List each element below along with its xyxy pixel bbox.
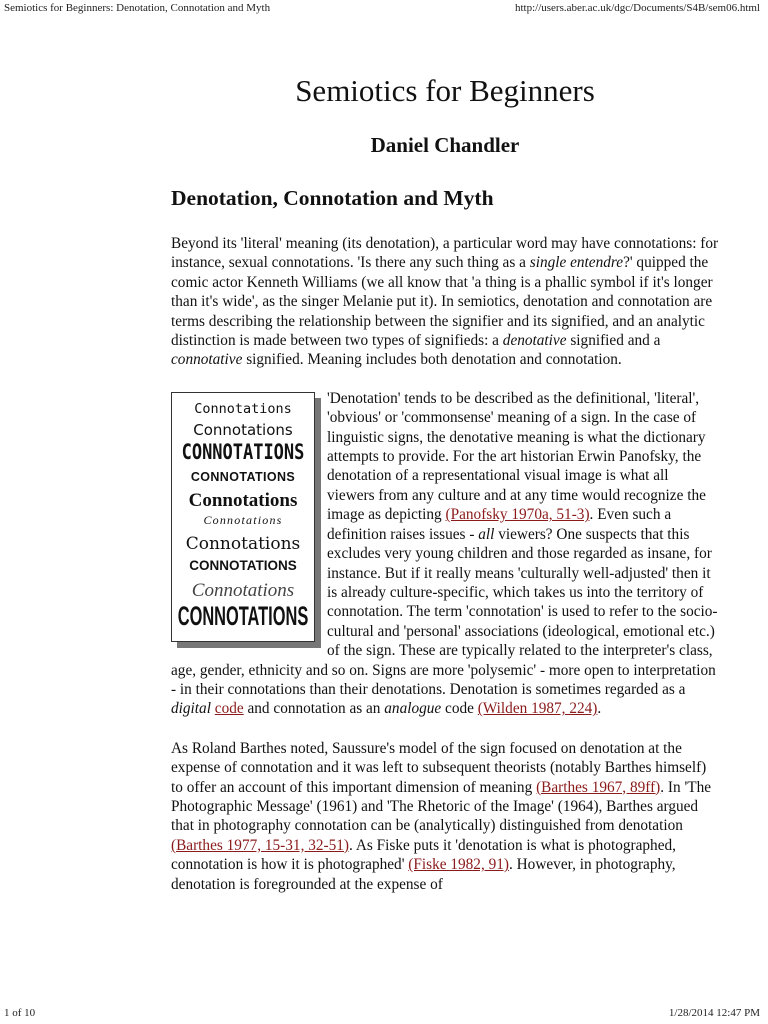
p3-text: . As Fiske puts it 'denotation is what is photographed, connotation is how it is photographed': [171, 836, 676, 874]
figure-word-5: Connotations: [188, 489, 298, 511]
page-title: Semiotics for Beginners: [295, 73, 595, 108]
figure-frame: [171, 392, 315, 642]
p3-text: . However, in photography, denotation is foregrounded at the expense of: [171, 856, 676, 893]
p1-emph-denotative: denotative: [502, 332, 567, 350]
glossary-link-code[interactable]: code: [214, 700, 244, 718]
p2-text: code: [441, 700, 478, 718]
figure-word-3: CONNOTATIONS: [181, 439, 305, 465]
citation-link-barthes-1977[interactable]: (Barthes 1977, 15-31, 32-51): [171, 836, 350, 854]
paragraph-1: [171, 234, 719, 370]
p2-text: 'Denotation' tends to be described as the definitional, 'literal', 'obvious' or 'commonsense' meaning of a sign. In the case of linguistic signs, the denotative meaning is what the dictionary attempts to provide. For the art historian Erwin Panofsky, the denotation of a representational visual image is what all viewers from any culture and at any time would recognize the image as depicting: [327, 389, 706, 524]
p3-text: As Roland Barthes noted, Saussure's model of the sign focused on denotation at the expense of connotation and it was left to subsequent theorists (notably Barthes himself) to offer an account of this important dimension of meaning: [171, 739, 707, 796]
figure-word-9: Connotations: [191, 579, 295, 601]
print-timestamp: 1/28/2014 12:47 PM: [668, 1007, 760, 1019]
section-heading: Denotation, Connotation and Myth: [171, 186, 494, 210]
figure-word-8: CONNOTATIONS: [189, 557, 297, 573]
p2-text: . Even such a definition raises issues -: [327, 506, 672, 543]
print-header-url: http://users.aber.ac.uk/dgc/Documents/S4B/sem06.html: [514, 2, 760, 14]
p2-emph-all: all: [478, 525, 495, 543]
p2-emph-analogue: analogue: [384, 700, 442, 718]
connotations-figure: [171, 392, 323, 652]
p2-emph-digital: digital: [171, 700, 211, 718]
figure-word-1: Connotations: [194, 400, 292, 417]
page-count: 1 of 10: [4, 1007, 36, 1019]
citation-link-fiske[interactable]: (Fiske 1982, 91): [408, 856, 509, 874]
paragraph-3: [171, 739, 719, 894]
citation-link-wilden[interactable]: (Wilden 1987, 224): [477, 700, 598, 718]
p1-text: signified and a: [566, 332, 661, 350]
citation-link-panofsky[interactable]: (Panofsky 1970a, 51-3): [445, 506, 590, 524]
author-name: Daniel Chandler: [370, 133, 520, 157]
figure-word-7: Connotations: [185, 533, 301, 554]
print-header: [0, 2, 768, 14]
p1-text: Beyond its 'literal' meaning (its denotation), a particular word may have connotations: for instance, sexual connotations. 'Is there any such thing as a: [171, 235, 719, 272]
p1-text: signified. Meaning includes both denotation and connotation.: [242, 351, 622, 369]
print-header-page-title: Semiotics for Beginners: Denotation, Connotation and Myth: [4, 2, 271, 14]
figure-word-4: CONNOTATIONS: [190, 469, 296, 484]
figure-word-6: Connotations: [203, 512, 283, 527]
p1-text: ?' quipped the comic actor Kenneth Williams (we all know that 'a thing is a phallic symbol if it's longer than it's wide', as the singer Melanie put it). In semiotics, denotation and connotation are terms describing the relationship between the signifier and its signified, and an analytic distinction is made between two types of signifieds: a: [171, 254, 713, 350]
document-body: [171, 60, 719, 894]
p2-text: .: [597, 700, 602, 718]
p1-emph-single-entendre: single entendre: [529, 254, 624, 272]
p2-text: and connotation as an: [243, 700, 385, 718]
print-footer: [0, 1007, 768, 1019]
p2-text: viewers? One suspects that this excludes very young children and those regarded as insane, for instance. But if it really means 'culturally well-adjusted' then it is already culture-specific, which takes us into the territory of connotation. The term 'connotation' is used to refer to the socio-cultural and 'personal' associations (ideological, emotional etc.) of the sign. These are typically related to the interpreter's class, age, gender, ethnicity and so on. Signs are more 'polysemic' - more open to interpretation - in their connotations than their denotations. Denotation is sometimes regarded as a: [171, 525, 718, 698]
figure-word-10: CONNOTATIONS: [177, 600, 309, 631]
p1-emph-connotative: connotative: [171, 351, 243, 369]
figure-word-2: Connotations: [193, 420, 293, 439]
paragraph-2: [171, 389, 719, 719]
connotations-typefaces-image: [172, 393, 314, 641]
citation-link-barthes-1967[interactable]: (Barthes 1967, 89ff): [536, 778, 661, 796]
p3-text: . In 'The Photographic Message' (1961) and 'The Rhetoric of the Image' (1964), Barthes argued that in photography connotation can be (analytically) distinguished from denotation: [171, 778, 712, 835]
